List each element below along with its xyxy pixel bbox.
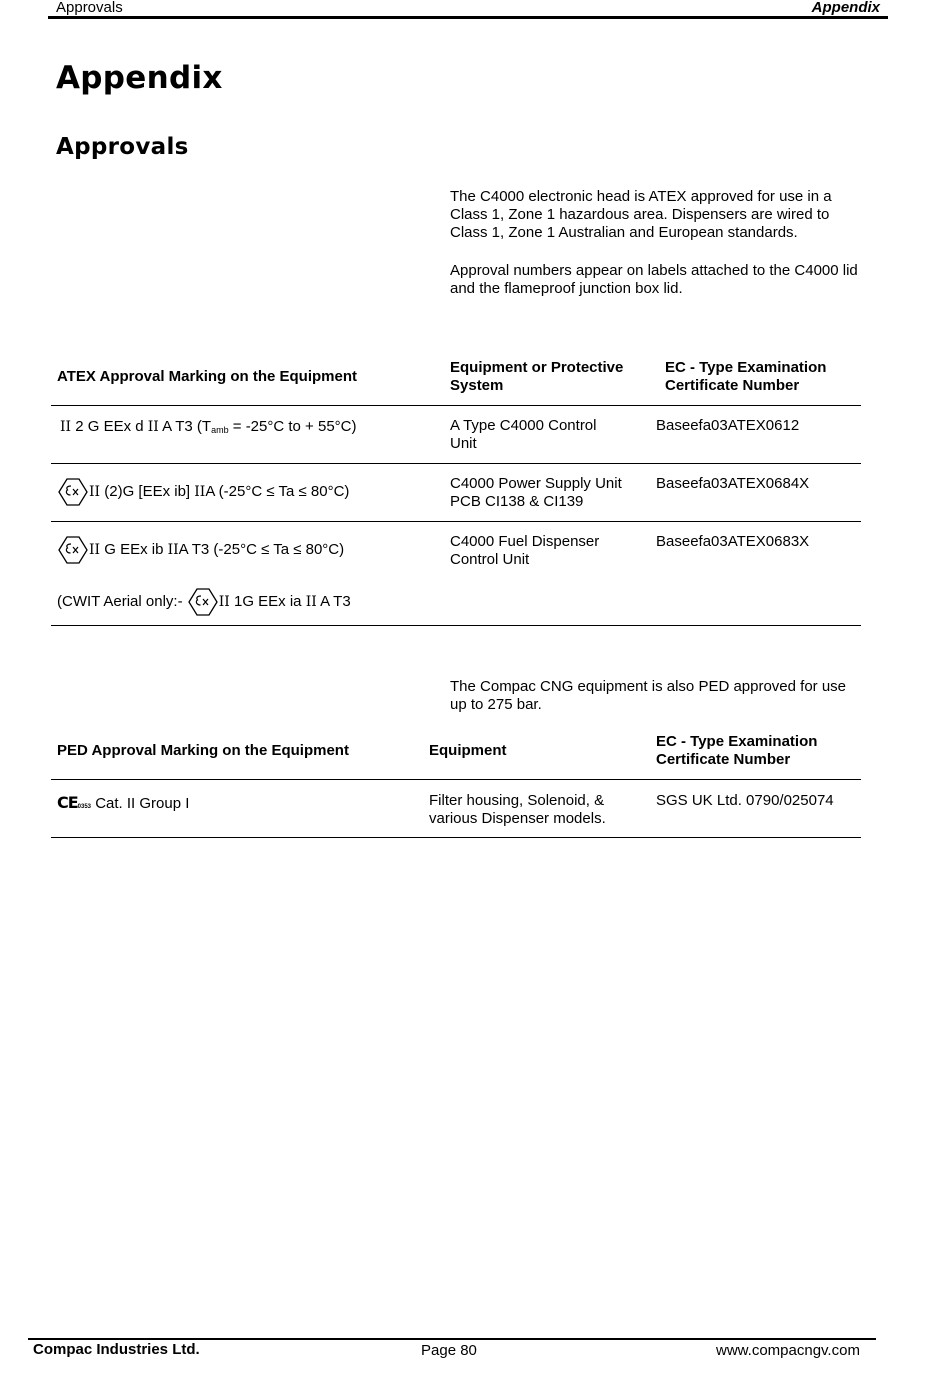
- atex-header-marking: ATEX Approval Marking on the Equipment: [57, 368, 358, 385]
- footer-website: www.compacngv.com: [716, 1342, 860, 1359]
- ce-mark: CE: [57, 793, 78, 812]
- atex-row-2-marking: II (2)G [EEx ib] IIA (-25°C ≤ Ta ≤ 80°C): [57, 477, 349, 507]
- atex-row-1-marking: II 2 G EEx d II A T3 ($T_{amb} = -25^\circ C$ to + 55°C): [60, 418, 357, 435]
- header-rule: [48, 16, 888, 19]
- ped-row-marking: CE0353 Cat. II Group I: [57, 793, 190, 812]
- footer-company: Compac Industries Ltd.: [33, 1341, 200, 1358]
- atex-row-1-equipment: A Type C4000 Control Unit: [450, 417, 597, 452]
- atex-header-rule: [51, 405, 861, 406]
- ped-bottom-rule: [51, 837, 861, 838]
- atex-row-2-rule: [51, 521, 861, 522]
- atex-row-1-certificate: Baseefa03ATEX0612: [656, 417, 800, 434]
- atex-row-3-equipment: C4000 Fuel Dispenser Control Unit: [450, 533, 600, 568]
- ped-header-certificate: EC - Type Examination Certificate Number: [656, 733, 818, 768]
- atex-header-certificate: EC - Type Examination Certificate Number: [665, 359, 827, 394]
- intro-paragraph-1: The C4000 electronic head is ATEX approved for use in a Class 1, Zone 1 hazardous area. Dispensers are wired to Class 1, Zone 1 Australian and European standards.: [450, 188, 832, 241]
- atex-row-1-rule: [51, 463, 861, 464]
- ped-intro-paragraph: The Compac CNG equipment is also PED approved for use up to 275 bar.: [450, 678, 847, 713]
- atex-header-equipment: Equipment or Protective System: [450, 359, 624, 394]
- running-header-right: Appendix: [811, 0, 880, 16]
- page-title: Appendix: [56, 60, 223, 96]
- atex-row-2-certificate: Baseefa03ATEX0684X: [656, 475, 810, 492]
- ex-hexagon-icon: [187, 587, 219, 617]
- atex-row-2-equipment: C4000 Power Supply Unit PCB CI138 & CI139: [450, 475, 622, 510]
- ce-notified-body: 0353: [77, 804, 92, 810]
- ped-header-marking: PED Approval Marking on the Equipment: [57, 742, 349, 759]
- ped-row-certificate: SGS UK Ltd. 0790/025074: [656, 792, 834, 809]
- ped-header-rule: [51, 779, 861, 780]
- atex-row-3-marking: II G EEx ib IIA T3 (-25°C ≤ Ta ≤ 80°C): [57, 535, 344, 565]
- atex-row-3-certificate: Baseefa03ATEX0683X: [656, 533, 810, 550]
- ped-header-equipment: Equipment: [429, 742, 507, 759]
- ped-row-equipment: Filter housing, Solenoid, & various Dispenser models.: [429, 792, 606, 827]
- ex-hexagon-icon: [57, 535, 89, 565]
- atex-cwit-note: (CWIT Aerial only:- II 1G EEx ia II A T3: [57, 587, 351, 617]
- footer-page-number: Page 80: [421, 1342, 477, 1359]
- atex-bottom-rule: [51, 625, 861, 626]
- ex-hexagon-icon: [57, 477, 89, 507]
- footer-rule: [28, 1338, 876, 1340]
- running-header-left: Approvals: [56, 0, 123, 16]
- section-heading: Approvals: [56, 134, 189, 160]
- intro-paragraph-2: Approval numbers appear on labels attached to the C4000 lid and the flameproof junction box lid.: [450, 262, 858, 297]
